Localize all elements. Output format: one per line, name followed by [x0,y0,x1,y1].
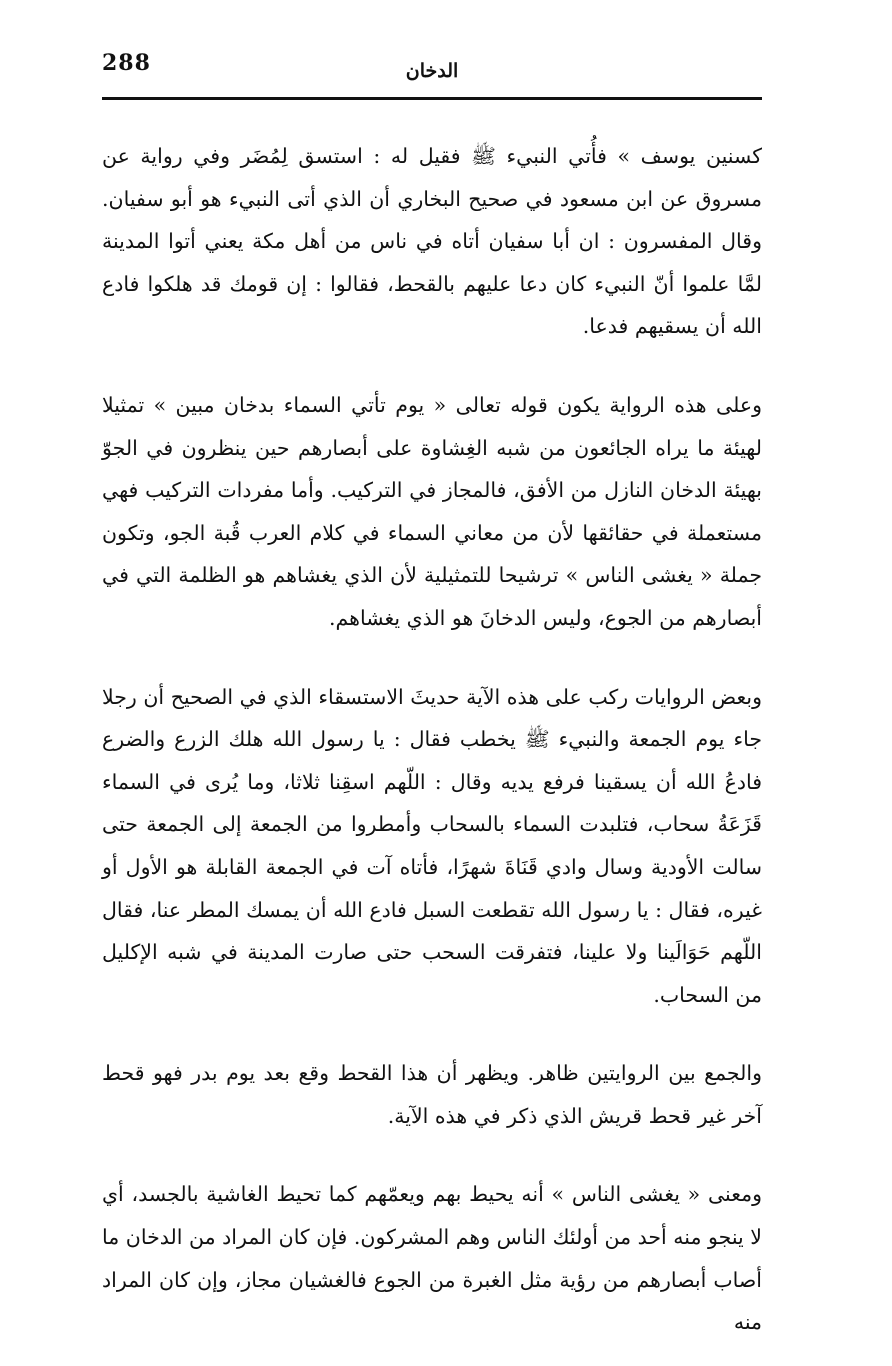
paragraph-5: ومعنى « يغشى الناس » أنه يحيط بهم ويعمّهم كما تحيط الغاشية بالجسد، أي لا ينجو منه أحد من أولئك الناس وهم المشركون. فإن كان المراد من الدخان ما أصاب أبصارهم من رؤية مثل الغبرة من الجوع فالغشيان مجاز، وإن كان المراد منه [102,1182,762,1335]
page-body [102,135,762,1344]
paragraph-2: وعلى هذه الرواية يكون قوله تعالى « يوم تأتي السماء بدخان مبين » تمثيلا لهيئة ما يراه الجائعون من شبه الغِشاوة على أبصارهم حين ينظرون في الجوّ بهيئة الدخان النازل من الأفق، فالمجاز في التركيب. وأما مفردات التركيب فهي مستعملة في حقائقها لأن من معاني السماء في كلام العرب قُبة الجو، وتكون جملة « يغشى الناس » ترشيحا للتمثيلية لأن الذي يغشاهم هو الظلمة التي في أبصارهم من الجوع، وليس الدخانَ هو الذي يغشاهم. [102,392,762,630]
paragraph-3: وبعض الروايات ركب على هذه الآية حديثَ الاستسقاء الذي في الصحيح أن رجلا جاء يوم الجمعة والنبيء ﷺ يخطب فقال : يا رسول الله هلك الزرع والضرع فادعُ الله أن يسقينا فرفع يديه وقال : اللّهم اسقِنا ثلاثا، وما يُرى في السماء قَزَعَةُ سحاب، فتلبدت السماء بالسحاب وأمطروا من الجمعة إلى الجمعة حتى سالت الأودية وسال وادي قَنَاةَ شهرًا، فأتاه آت في الجمعة القابلة هو الأول أو غيره، فقال : يا رسول الله تقطعت السبل فادع الله أن يمسك المطر عنا، فقال اللّهم حَوَالَينا ولا علينا، فتفرقت السحب حتى صارت المدينة في شبه الإكليل من السحاب. [102,684,762,1007]
paragraph-4: والجمع بين الروايتين ظاهر. ويظهر أن هذا القحط وقع بعد يوم بدر فهو قحط آخر غير قحط قريش الذي ذكر في هذه الآية. [102,1061,762,1128]
page-header [102,50,762,94]
paragraph-1: كسنين يوسف » فأُتي النبيء ﷺ فقيل له : استسق لِمُضَر وفي رواية عن مسروق عن ابن مسعود في صحيح البخاري أن الذي أتى النبيء هو أبو سفيان. وقال المفسرون : ان أبا سفيان أتاه في ناس من أهل مكة يعني أتوا المدينة لمَّا علموا أنّ النبيء كان دعا عليهم بالقحط، فقالوا : إن قومك قد هلكوا فادع الله أن يسقيهم فدعا. [102,144,762,339]
page-number: 288 [102,50,151,76]
running-title: الدخان [405,60,459,82]
header-divider [102,97,762,100]
